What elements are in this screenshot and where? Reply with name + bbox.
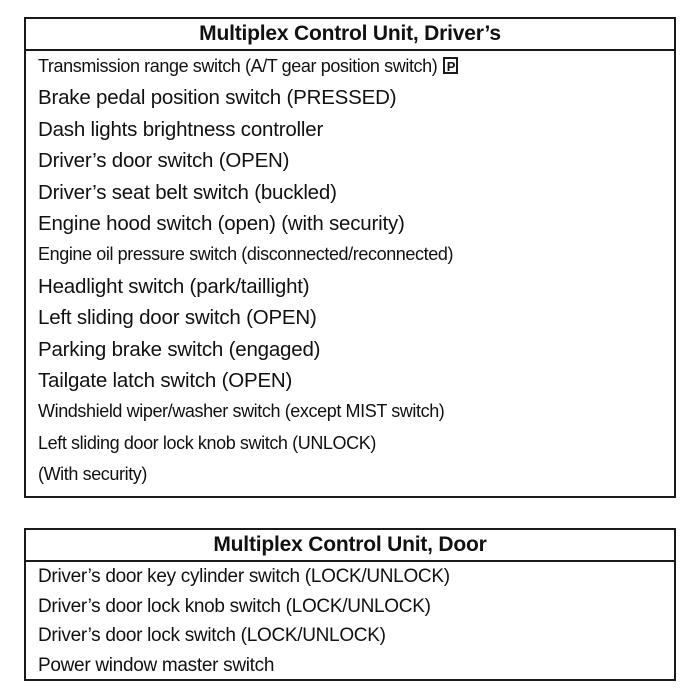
list-item: Headlight switch (park/taillight) bbox=[38, 274, 310, 298]
list-item: Engine oil pressure switch (disconnected/reconnected) bbox=[38, 244, 454, 265]
list-item: Left sliding door lock knob switch (UNLOCK) bbox=[38, 432, 376, 453]
driver-unit-panel bbox=[24, 17, 676, 498]
list-item: Driver’s door key cylinder switch (LOCK/UNLOCK) bbox=[38, 566, 450, 587]
list-item: Parking brake switch (engaged) bbox=[38, 337, 321, 361]
list-item: Left sliding door switch (OPEN) bbox=[38, 306, 317, 330]
door-unit-list bbox=[26, 562, 674, 680]
list-item: Driver’s door lock knob switch (LOCK/UNLOCK) bbox=[38, 595, 431, 617]
door-unit-panel bbox=[24, 528, 676, 681]
driver-unit-list bbox=[26, 51, 674, 490]
door-unit-title: Multiplex Control Unit, Door bbox=[26, 530, 674, 562]
driver-unit-title: Multiplex Control Unit, Driver’s bbox=[26, 19, 674, 51]
list-item: Dash lights brightness controller bbox=[38, 117, 324, 141]
list-item: Driver’s door switch (OPEN) bbox=[38, 149, 290, 173]
list-item: Driver’s door lock switch (LOCK/UNLOCK) bbox=[38, 625, 386, 646]
list-item bbox=[38, 51, 674, 82]
list-item: Driver’s seat belt switch (buckled) bbox=[38, 180, 337, 204]
list-item: (With security) bbox=[38, 464, 148, 485]
list-item: Power window master switch bbox=[38, 654, 275, 676]
list-item: Tailgate latch switch (OPEN) bbox=[38, 368, 293, 392]
list-item: Engine hood switch (open) (with security) bbox=[38, 211, 405, 235]
park-position-icon: P bbox=[443, 57, 458, 74]
list-item-text: Transmission range switch (A/T gear position switch) bbox=[38, 56, 438, 76]
list-item: Windshield wiper/washer switch (except MIST switch) bbox=[38, 401, 445, 422]
list-item: Brake pedal position switch (PRESSED) bbox=[38, 86, 397, 110]
